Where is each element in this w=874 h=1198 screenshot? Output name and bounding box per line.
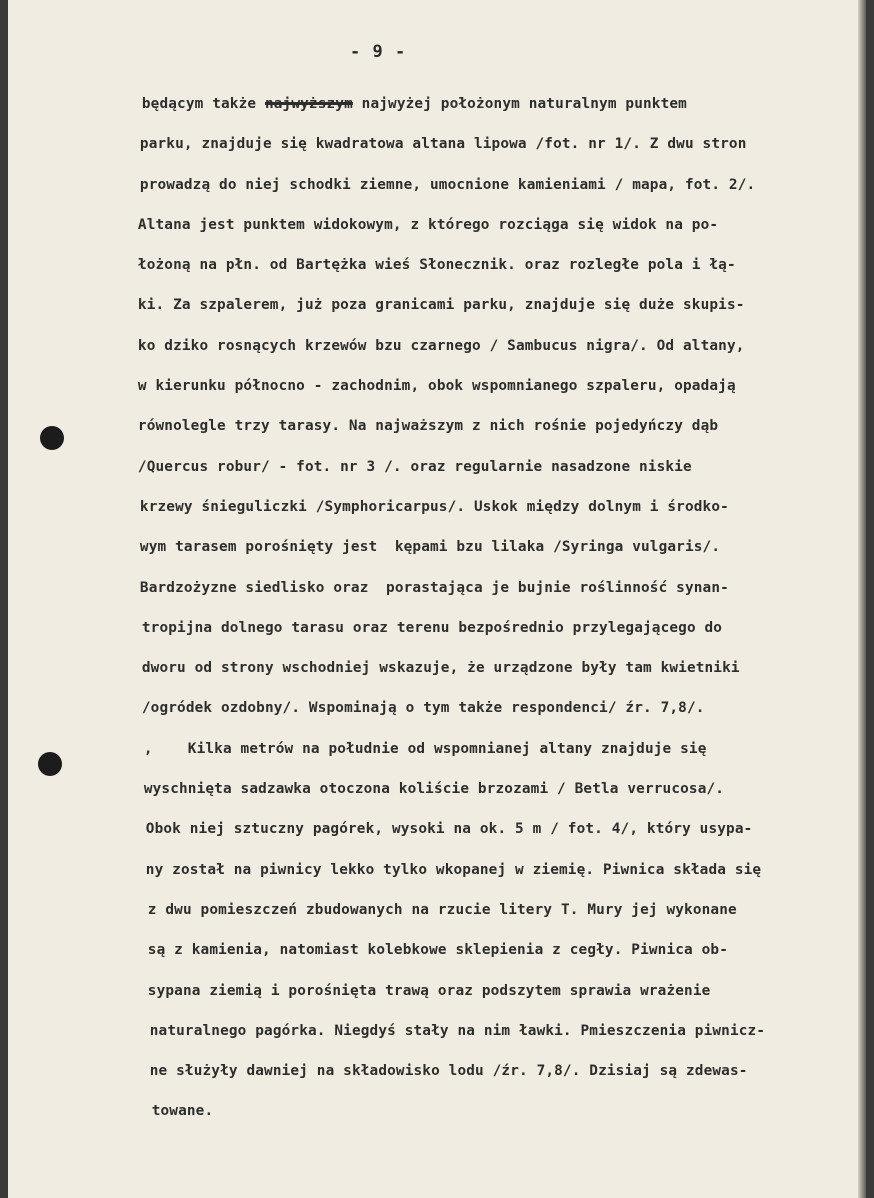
document-page [8,0,866,1198]
text-line: wyschnięta sadzawka otoczona koliście brzozami / Betla verrucosa/. [143,780,725,798]
text-line: są z kamienia, natomiast kolebkowe sklepienia z cegły. Piwnica ob- [147,941,729,959]
body-text [134,84,866,1132]
page-number: - 9 - [350,42,407,62]
text-line: z dwu pomieszczeń zbudowanych na rzucie litery T. Mury jej wykonane [147,900,737,918]
text-line: ny został na piwnicy lekko tylko wkopanej w ziemię. Piwnica składa się [145,860,762,878]
text-line: wym tarasem porośnięty jest kępami bzu lilaka /Syringa vulgaris/. [139,538,721,556]
text-line: ko dziko rosnących krzewów bzu czarnego / Sambucus nigra/. Od altany, [137,336,745,354]
text-line: /Quercus robur/ - fot. nr 3 /. oraz regularnie nasadzone niskie [137,457,692,475]
text-line: w kierunku północno - zachodnim, obok wspomnianego szpaleru, opadają [137,377,736,395]
text-line: /ogródek ozdobny/. Wspominają o tym także respondenci/ źr. 7,8/. [141,699,705,717]
text-line: tropijna dolnego tarasu oraz terenu bezpośrednio przylegającego do [141,618,723,636]
text-fragment: najwyżej położonym naturalnym punktem [361,95,687,112]
text-line: parku, znajduje się kwadratowa altana lipowa /fot. nr 1/. Z dwu stron [139,135,747,153]
text-line: krzewy śnieguliczki /Symphoricarpus/. Uskok między dolnym i środko- [139,497,729,515]
text-line: łożoną na płn. od Bartężka wieś Słonecznik. oraz rozległe pola i łą- [137,256,736,274]
text-line: dworu od strony wschodniej wskazuje, że urządzone były tam kwietniki [141,659,740,677]
text-line [134,84,862,124]
text-line: towane. [151,1102,214,1120]
text-line: Obok niej sztuczny pagórek, wysoki na ok. 5 m / fot. 4/, który usypa- [145,820,753,838]
text-line: Bardzożyzne siedlisko oraz porastająca je bujnie roślinność synan- [139,578,729,596]
page-edge [858,0,866,1198]
text-fragment: będącym także [141,95,257,112]
text-line: równolegle trzy tarasy. Na najważszym z nich rośnie pojedyńczy dąb [137,417,719,435]
punch-hole-top [40,426,64,450]
punch-hole-bottom [38,752,62,776]
text-line: sypana ziemią i porośnięta trawą oraz podszytem sprawia wrażenie [147,981,711,999]
text-line: ne służyły dawniej na składowisko lodu /źr. 7,8/. Dzisiaj są zdewas- [149,1062,748,1080]
text-line: ki. Za szpalerem, już poza granicami parku, znajduje się duże skupis- [137,296,745,314]
struck-word: najwyższym [264,95,353,112]
text-line: naturalnego pagórka. Niegdyś stały na nim ławki. Pmieszczenia piwnicz- [149,1021,766,1039]
text-line: prowadzą do niej schodki ziemne, umocnione kamieniami / mapa, fot. 2/. [139,175,756,193]
text-line: Altana jest punktem widokowym, z którego rozciąga się widok na po- [137,215,719,233]
text-line: , Kilka metrów na południe od wspomnianej altany znajduje się [143,739,707,757]
